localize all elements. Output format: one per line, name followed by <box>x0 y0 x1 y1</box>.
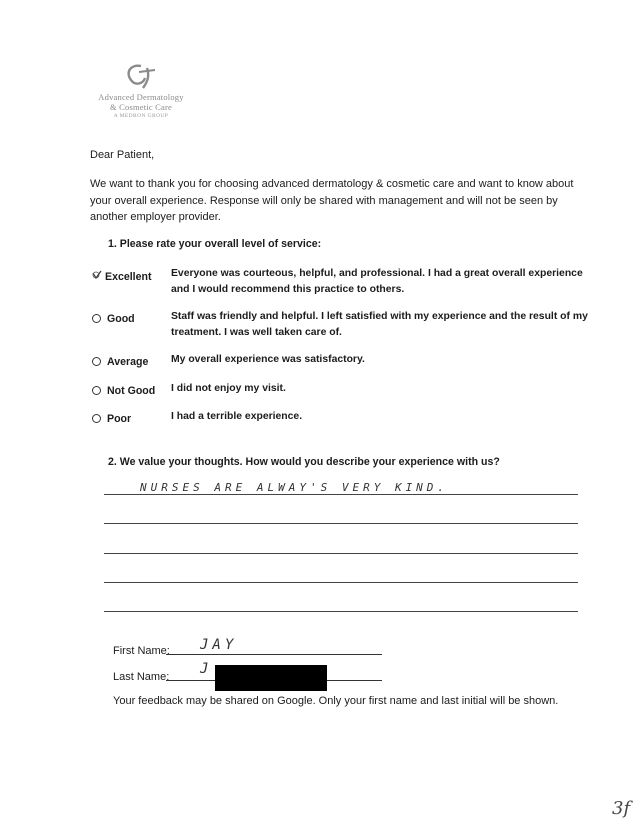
handwritten-check-icon <box>92 270 101 283</box>
option-label: Average <box>107 356 149 368</box>
question-1-label: 1. Please rate your overall level of service: <box>108 238 322 250</box>
logo-mark-icon <box>119 62 163 92</box>
radio-circle-icon <box>92 314 101 323</box>
option-label: Good <box>107 313 135 325</box>
option-excellent[interactable] <box>92 270 152 283</box>
question-2-answer[interactable]: NURSES ARE ALWAY'S VERY KIND. <box>140 481 449 494</box>
first-name-label: First Name: <box>113 645 170 657</box>
answer-line <box>104 523 578 524</box>
footer-note: Your feedback may be shared on Google. Only your first name and last initial will be shown. <box>113 695 559 707</box>
option-description: I did not enjoy my visit. <box>171 383 286 394</box>
logo-line-2: & Cosmetic Care <box>109 102 172 112</box>
option-description: Everyone was courteous, helpful, and professional. I had a great overall experience and I would recommend this practice to others. <box>171 268 583 295</box>
radio-circle-icon <box>92 414 101 423</box>
corner-mark: 3f <box>612 798 631 819</box>
option-not-good[interactable] <box>92 385 155 397</box>
logo-subline: A MEDRON GROUP <box>113 113 169 119</box>
last-name-label: Last Name: <box>113 671 170 683</box>
option-poor[interactable] <box>92 413 131 425</box>
redaction-block <box>215 665 327 691</box>
option-label: Poor <box>107 413 132 425</box>
practice-logo <box>86 62 196 119</box>
option-description: Staff was friendly and helpful. I left satisfied with my experience and the result of my treatment. I was well taken care of. <box>171 311 588 338</box>
option-good[interactable] <box>92 313 135 325</box>
answer-line <box>104 582 578 583</box>
option-label: Excellent <box>105 271 152 283</box>
intro-paragraph: We want to thank you for choosing advanced dermatology & cosmetic care and want to know about your overall experience. Response will only be shared with management and will not be seen by another employer provider. <box>90 178 574 223</box>
option-average[interactable] <box>92 356 148 368</box>
first-name-line <box>166 654 382 655</box>
option-description: My overall experience was satisfactory. <box>171 354 365 365</box>
radio-circle-icon <box>92 357 101 366</box>
first-name-value[interactable]: JAY <box>200 637 238 653</box>
greeting: Dear Patient, <box>90 149 155 161</box>
logo-line-1: Advanced Dermatology <box>98 92 184 102</box>
option-description: I had a terrible experience. <box>171 411 303 422</box>
answer-line <box>104 494 578 495</box>
answer-line <box>104 553 578 554</box>
option-label: Not Good <box>107 385 156 397</box>
last-name-value[interactable]: J <box>200 661 213 677</box>
radio-circle-icon <box>92 386 101 395</box>
question-2-label: 2. We value your thoughts. How would you describe your experience with us? <box>108 456 500 468</box>
answer-line <box>104 611 578 612</box>
